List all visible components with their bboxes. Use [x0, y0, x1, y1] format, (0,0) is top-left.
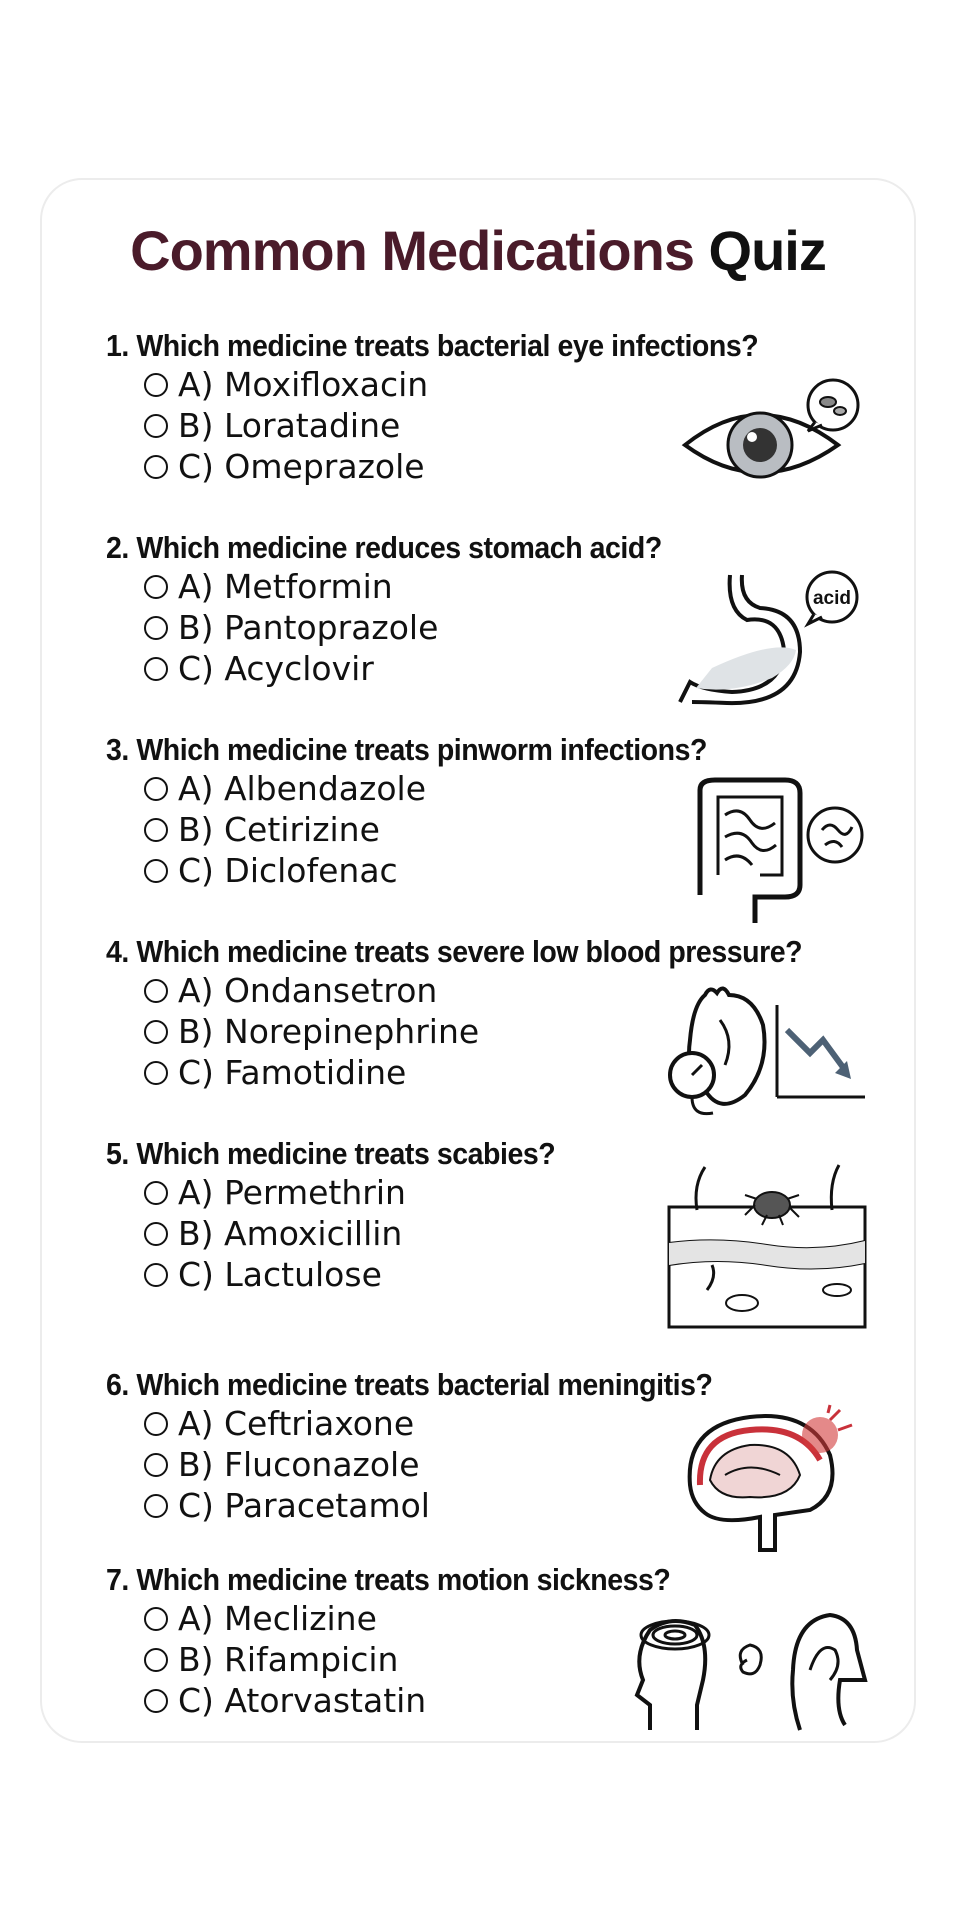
radio-button[interactable]	[144, 818, 168, 842]
option-5a[interactable]	[144, 1172, 594, 1213]
page-title	[0, 218, 956, 283]
radio-button[interactable]	[144, 414, 168, 438]
intestines-worm-icon	[690, 775, 870, 930]
option-6a[interactable]	[144, 1403, 765, 1444]
radio-button[interactable]	[144, 979, 168, 1003]
radio-button[interactable]	[144, 1648, 168, 1672]
option-label: A) Metformin	[178, 567, 393, 606]
option-3b[interactable]	[144, 809, 759, 850]
title-quiz: Quiz	[708, 219, 826, 282]
option-3a[interactable]	[144, 768, 759, 809]
option-5c[interactable]	[144, 1254, 594, 1295]
brain-inflamed-meninges-icon	[680, 1405, 860, 1560]
question-text: 1. Which medicine treats bacterial eye infections?	[106, 328, 759, 363]
option-label: C) Omeprazole	[178, 447, 425, 486]
title-main: Common Medications	[130, 219, 694, 282]
option-label: B) Fluconazole	[178, 1445, 420, 1484]
radio-button[interactable]	[144, 455, 168, 479]
option-2b[interactable]	[144, 607, 710, 648]
option-label: C) Paracetamol	[178, 1486, 430, 1525]
option-2a[interactable]	[144, 566, 710, 607]
radio-button[interactable]	[144, 1263, 168, 1287]
option-label: B) Norepinephrine	[178, 1012, 480, 1051]
acid-bubble-label: acid	[812, 588, 852, 609]
radio-button[interactable]	[144, 1222, 168, 1246]
radio-button[interactable]	[144, 1453, 168, 1477]
radio-button[interactable]	[144, 1607, 168, 1631]
option-label: A) Meclizine	[178, 1599, 377, 1638]
option-label: A) Ondansetron	[178, 971, 438, 1010]
option-6c[interactable]	[144, 1485, 765, 1526]
dizzy-head-inner-ear-icon	[625, 1610, 870, 1740]
radio-button[interactable]	[144, 616, 168, 640]
question-3	[106, 732, 759, 891]
stomach-icon	[672, 570, 862, 710]
radio-button[interactable]	[144, 1181, 168, 1205]
radio-button[interactable]	[144, 373, 168, 397]
radio-button[interactable]	[144, 1061, 168, 1085]
option-3c[interactable]	[144, 850, 759, 891]
question-text: 6. Which medicine treats bacterial meningitis?	[106, 1367, 713, 1402]
option-label: B) Amoxicillin	[178, 1214, 403, 1253]
question-text: 2. Which medicine reduces stomach acid?	[106, 530, 662, 565]
question-5	[106, 1136, 594, 1295]
radio-button[interactable]	[144, 1412, 168, 1436]
option-label: C) Acyclovir	[178, 649, 374, 688]
radio-button[interactable]	[144, 657, 168, 681]
radio-button[interactable]	[144, 1494, 168, 1518]
question-text: 7. Which medicine treats motion sickness?	[106, 1562, 671, 1597]
radio-button[interactable]	[144, 575, 168, 599]
option-label: C) Lactulose	[178, 1255, 382, 1294]
option-label: B) Loratadine	[178, 406, 401, 445]
skin-mite-cross-section-icon	[667, 1165, 867, 1335]
option-label: B) Cetirizine	[178, 810, 380, 849]
option-label: A) Moxifloxacin	[178, 365, 429, 404]
radio-button[interactable]	[144, 777, 168, 801]
eye-with-bacteria-icon	[680, 375, 865, 505]
option-6b[interactable]	[144, 1444, 765, 1485]
option-label: B) Rifampicin	[178, 1640, 399, 1679]
option-label: A) Albendazole	[178, 769, 426, 808]
option-label: C) Diclofenac	[178, 851, 398, 890]
heart-gauge-declining-chart-icon	[665, 985, 870, 1125]
question-text: 4. Which medicine treats severe low blood pressure?	[106, 934, 803, 969]
radio-button[interactable]	[144, 859, 168, 883]
option-2c[interactable]	[144, 648, 710, 689]
question-2	[106, 530, 710, 689]
option-label: A) Permethrin	[178, 1173, 406, 1212]
option-label: B) Pantoprazole	[178, 608, 439, 647]
question-text: 3. Which medicine treats pinworm infections?	[106, 732, 707, 767]
option-5b[interactable]	[144, 1213, 594, 1254]
radio-button[interactable]	[144, 1020, 168, 1044]
option-label: C) Atorvastatin	[178, 1681, 427, 1720]
radio-button[interactable]	[144, 1689, 168, 1713]
question-text: 5. Which medicine treats scabies?	[106, 1136, 556, 1171]
question-6	[106, 1367, 765, 1526]
option-label: C) Famotidine	[178, 1053, 407, 1092]
option-label: A) Ceftriaxone	[178, 1404, 415, 1443]
